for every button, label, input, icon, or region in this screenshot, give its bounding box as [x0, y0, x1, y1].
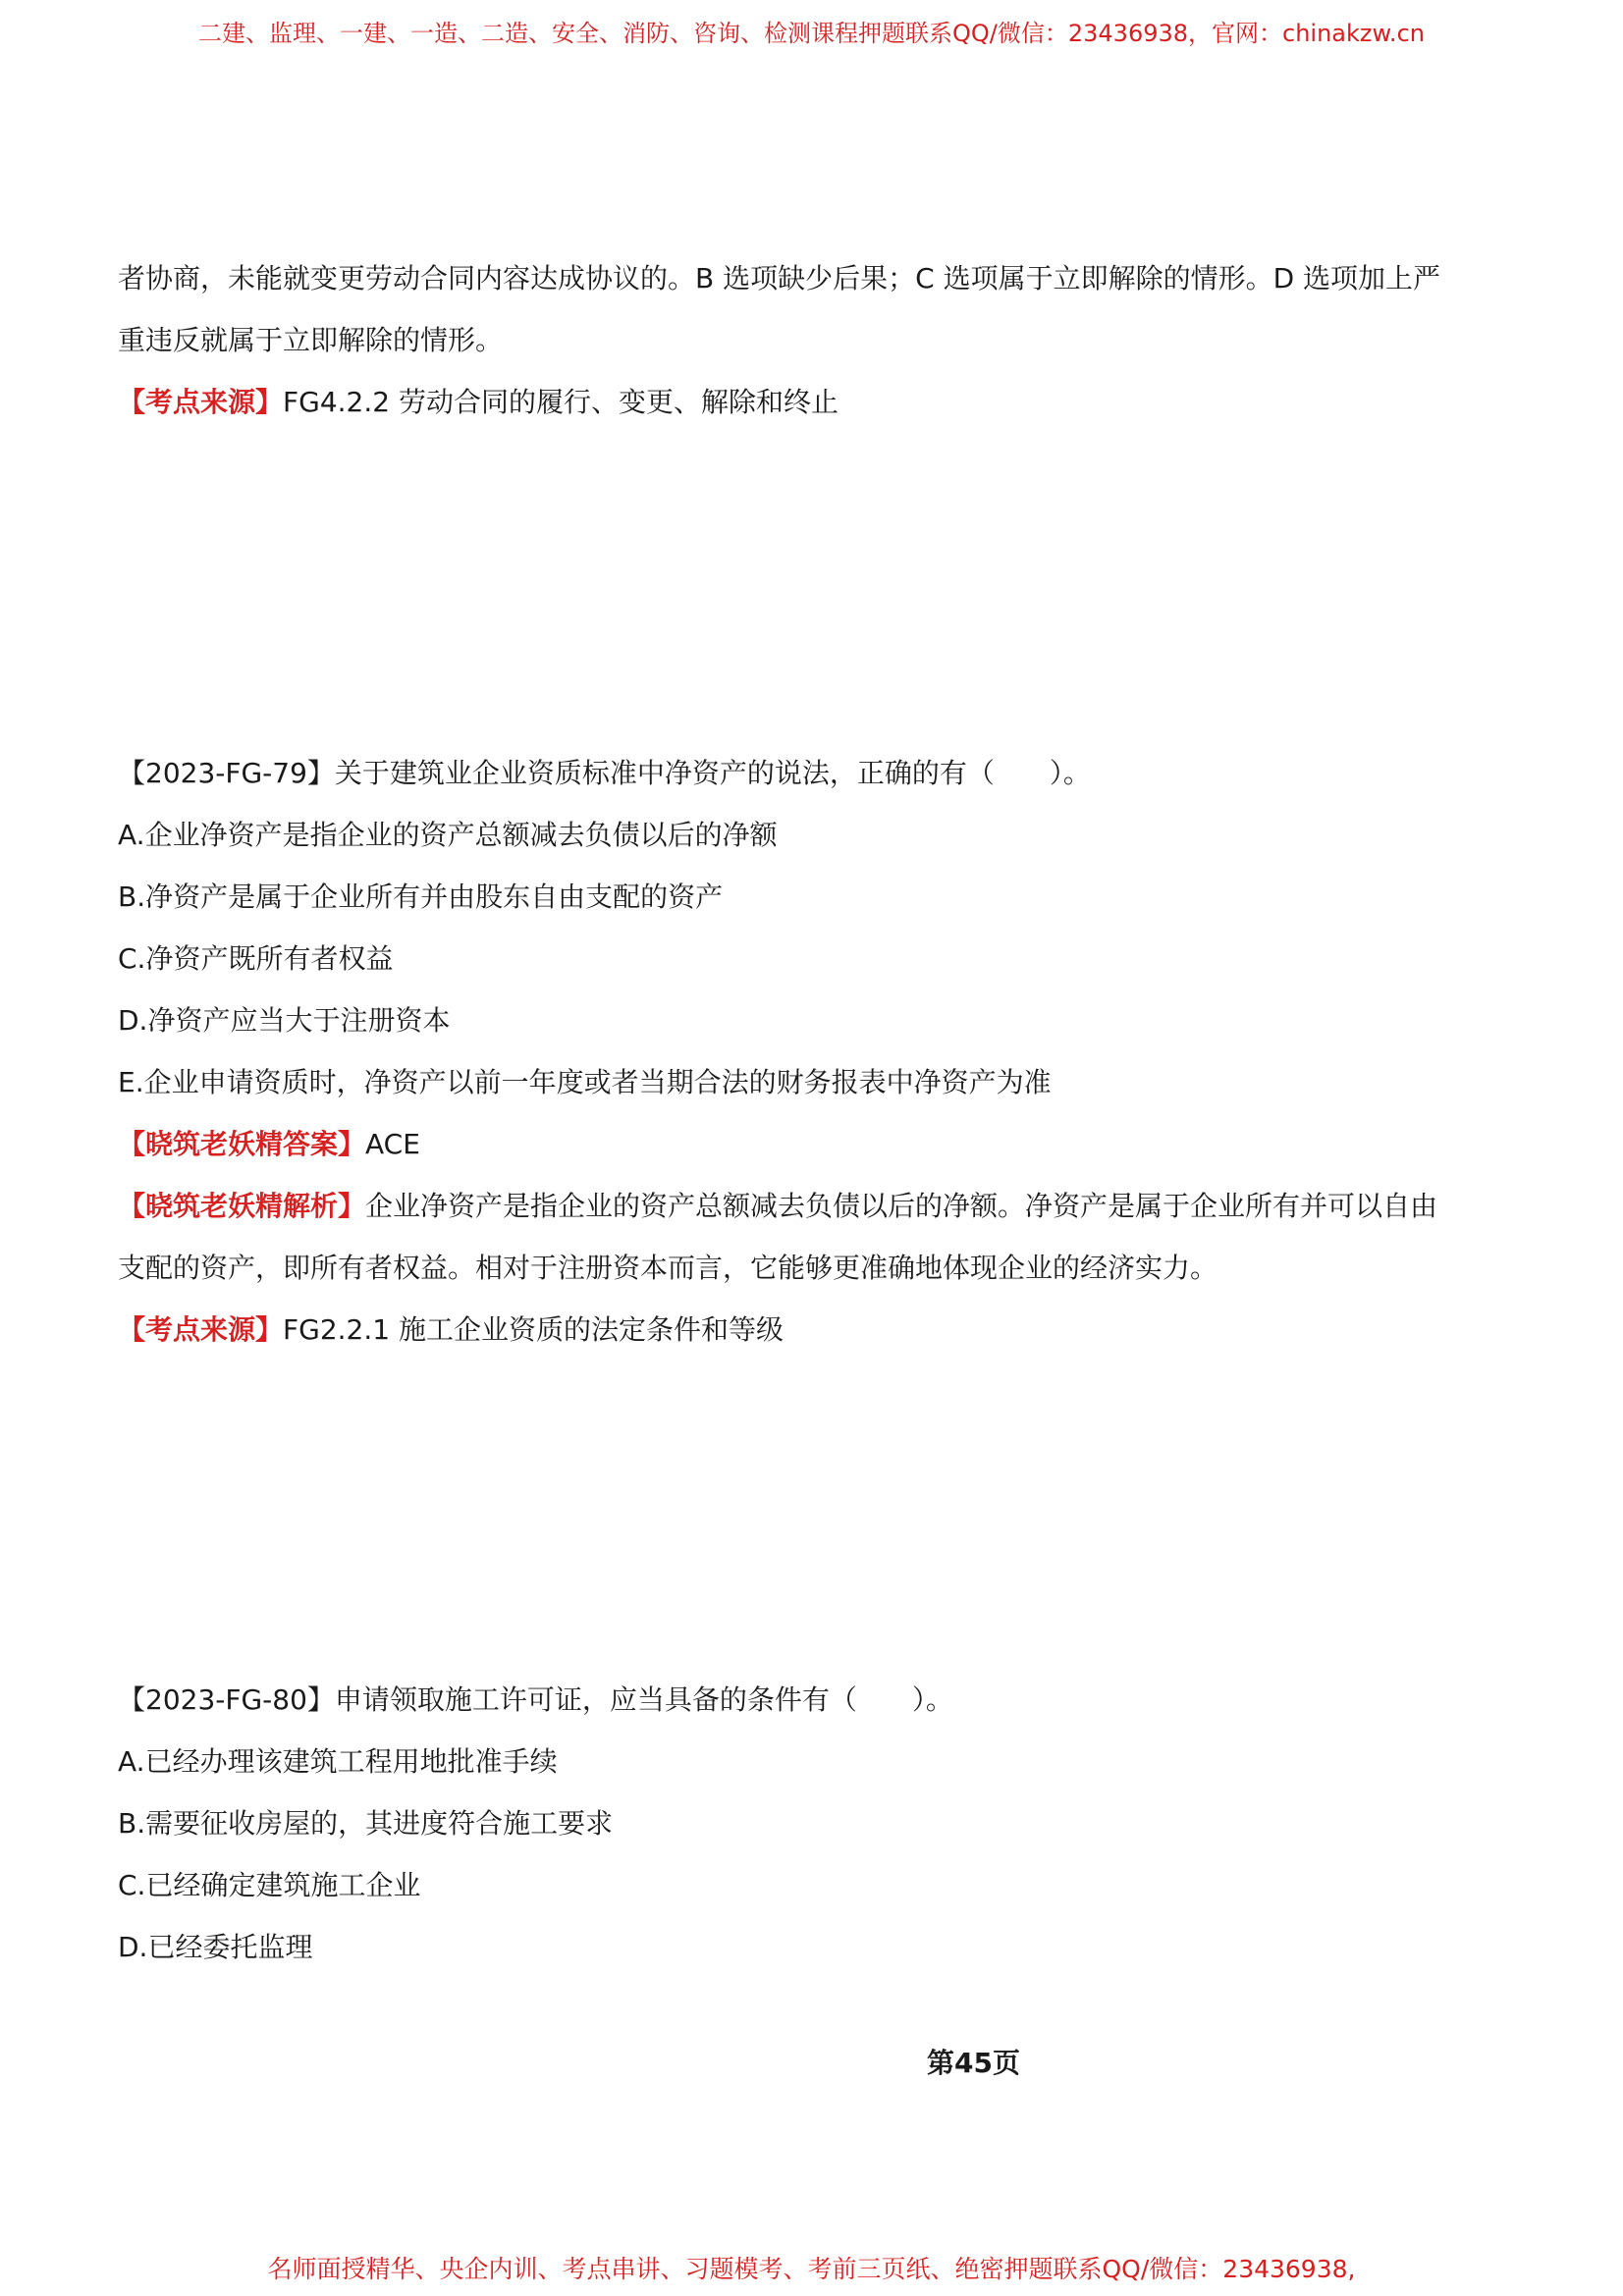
source-line — [118, 371, 1512, 433]
option-e: E.企业申请资质时，净资产以前一年度或者当期合法的财务报表中净资产为准 — [118, 1066, 1052, 1098]
source-tag: 【考点来源】 — [118, 386, 284, 418]
source-tag: 【考点来源】 — [118, 1313, 284, 1346]
option-a: A.已经办理该建筑工程用地批准手续 — [118, 1745, 558, 1778]
analysis-line: 支配的资产，即所有者权益。相对于注册资本而言，它能够更准确地体现企业的经济实力。 — [118, 1252, 1218, 1284]
question-stem: 【2023-FG-80】申请领取施工许可证，应当具备的条件有（ ）。 — [118, 1683, 953, 1716]
source-text: FG4.2.2 劳动合同的履行、变更、解除和终止 — [283, 386, 839, 418]
option-b: B.净资产是属于企业所有并由股东自由支配的资产 — [118, 881, 724, 913]
header-banner: 二建、监理、一建、一造、二造、安全、消防、咨询、检测课程押题联系QQ/微信：23436938，官网：chinakzw.cn — [198, 20, 1425, 47]
analysis-text: 企业净资产是指企业的资产总额减去负债以后的净额。净资产是属于企业所有并可以自由 — [365, 1190, 1438, 1222]
question-79 — [118, 742, 1512, 1361]
previous-analysis-block — [118, 247, 1512, 433]
answer-line — [118, 1113, 1512, 1175]
question-stem: 【2023-FG-79】关于建筑业企业资质标准中净资产的说法，正确的有（ ）。 — [118, 757, 1091, 789]
option-c: C.已经确定建筑施工企业 — [118, 1869, 421, 1901]
analysis-tag: 【晓筑老妖精解析】 — [118, 1190, 366, 1222]
analysis-line: 重违反就属于立即解除的情形。 — [118, 324, 504, 356]
footer-banner: 名师面授精华、央企内训、考点串讲、习题模考、考前三页纸、绝密押题联系QQ/微信：23436938, — [267, 2255, 1356, 2283]
answer-tag: 【晓筑老妖精答案】 — [118, 1128, 366, 1160]
question-80 — [118, 1669, 1512, 1978]
analysis-line — [118, 1175, 1512, 1237]
option-c: C.净资产既所有者权益 — [118, 942, 394, 975]
source-text: FG2.2.1 施工企业资质的法定条件和等级 — [283, 1313, 784, 1346]
answer-text: ACE — [365, 1128, 420, 1160]
option-a: A.企业净资产是指企业的资产总额减去负债以后的净额 — [118, 819, 778, 851]
page-number: 第45页 — [927, 2047, 1020, 2079]
option-b: B.需要征收房屋的，其进度符合施工要求 — [118, 1807, 614, 1840]
option-d: D.净资产应当大于注册资本 — [118, 1004, 451, 1037]
source-line — [118, 1299, 1512, 1361]
option-d: D.已经委托监理 — [118, 1931, 313, 1963]
analysis-line: 者协商，未能就变更劳动合同内容达成协议的。B 选项缺少后果；C 选项属于立即解除的情形。D 选项加上严 — [118, 262, 1441, 294]
